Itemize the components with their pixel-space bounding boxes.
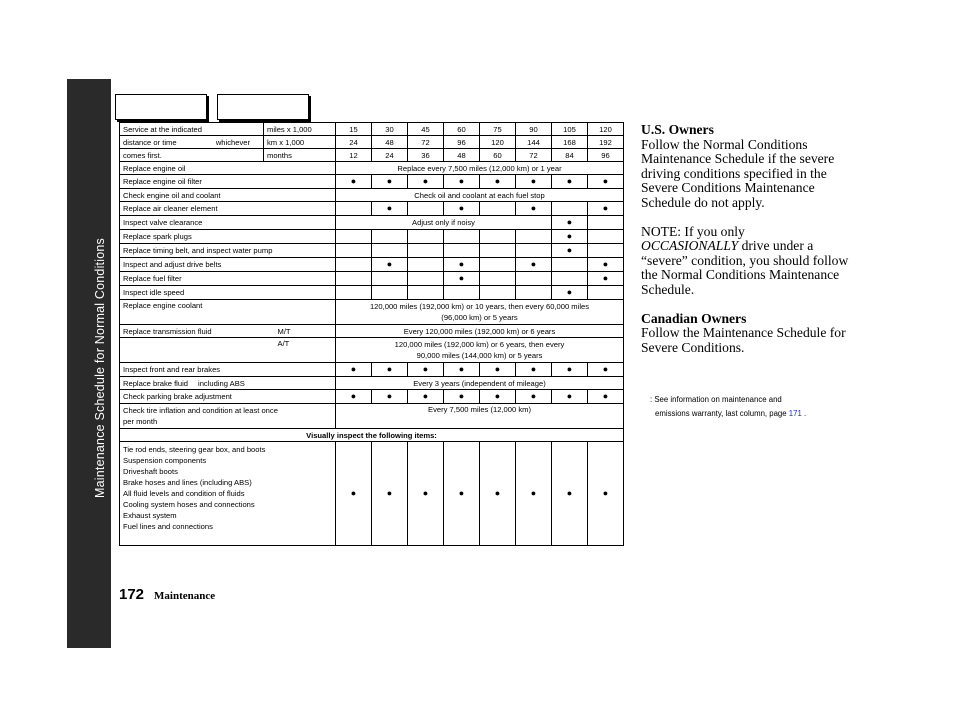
km-cell: 24: [336, 136, 372, 149]
tire-label-line-1: Check tire inflation and condition at least once: [123, 406, 278, 416]
service-label-line-2: [120, 136, 264, 149]
header-row-km: [120, 136, 624, 149]
visual-item: Suspension components: [123, 456, 207, 466]
us-owners-body: Follow the Normal Conditions Maintenance Schedule if the severe driving conditions specified in the Severe Conditions Maintenance Schedule do not apply.: [641, 136, 835, 210]
empty-cell: [408, 272, 444, 286]
service-dot: ●: [552, 390, 588, 404]
footnote-line-2: [650, 407, 850, 421]
service-dot: ●: [516, 390, 552, 404]
empty-cell: [372, 230, 408, 244]
note-rest: drive under a “severe” condition, you should follow the Normal Conditions Maintenance Schedule.: [641, 238, 849, 297]
us-owners-heading: U.S. Owners: [641, 122, 714, 137]
canadian-owners-body: Follow the Maintenance Schedule for Severe Conditions.: [641, 325, 846, 355]
empty-cell: [480, 202, 516, 216]
empty-cell: [408, 258, 444, 272]
empty-cell: [408, 286, 444, 300]
visual-item: Exhaust system: [123, 511, 177, 521]
at-line-2: 90,000 miles (144,000 km) or 5 years: [416, 351, 543, 361]
unit-km: km x 1,000: [264, 136, 336, 149]
months-cell: 24: [372, 149, 408, 162]
miles-cell: 120: [588, 123, 624, 136]
service-dot: ●: [480, 442, 516, 546]
service-dot: ●: [588, 202, 624, 216]
months-cell: 60: [480, 149, 516, 162]
empty-cell: [588, 244, 624, 258]
at-line-1: 120,000 miles (192,000 km) or 6 years, then every: [394, 340, 565, 350]
service-dot: ●: [444, 258, 480, 272]
km-cell: 72: [408, 136, 444, 149]
service-label-line-1: Service at the indicated: [120, 123, 264, 136]
owner-notes: [641, 123, 851, 355]
service-dot: ●: [480, 363, 516, 377]
service-dot: ●: [552, 230, 588, 244]
km-cell: 168: [552, 136, 588, 149]
row-engine-oil: [120, 162, 624, 175]
empty-cell: [372, 286, 408, 300]
service-dot: ●: [444, 442, 480, 546]
note-prefix: NOTE: If you only: [641, 223, 745, 239]
coolant-line-1: 120,000 miles (192,000 km) or 10 years, then every 60,000 miles: [369, 302, 590, 312]
row-transmission-at: [120, 338, 624, 363]
empty-cell: [516, 272, 552, 286]
empty-cell: [336, 230, 372, 244]
visual-item: Cooling system hoses and connections: [123, 500, 255, 510]
row-coolant: [120, 300, 624, 325]
service-dot: ●: [588, 175, 624, 189]
row-drive-belts: [120, 258, 624, 272]
header-tab-box-right: [217, 94, 309, 120]
footnote-line-1: : See information on maintenance and: [650, 395, 782, 404]
row-span-text: Adjust only if noisy: [336, 216, 552, 230]
brake-fluid-label: Replace brake fluid: [123, 378, 189, 388]
row-timing: [120, 244, 624, 258]
row-span-text: Every 120,000 miles (192,000 km) or 6 years: [336, 325, 624, 338]
service-dot: ●: [372, 258, 408, 272]
service-dot: ●: [336, 363, 372, 377]
service-dot: ●: [408, 390, 444, 404]
empty-cell: [552, 272, 588, 286]
maintenance-schedule-table: [119, 122, 624, 546]
empty-cell: [516, 230, 552, 244]
service-dot: ●: [516, 175, 552, 189]
miles-cell: 60: [444, 123, 480, 136]
row-sublabel-mt: M/T: [264, 325, 336, 338]
unit-months: months: [264, 149, 336, 162]
row-span-text: Check oil and coolant at each fuel stop: [336, 189, 624, 202]
row-brakes: [120, 363, 624, 377]
km-cell: 96: [444, 136, 480, 149]
service-dot: ●: [444, 363, 480, 377]
service-dot: ●: [444, 390, 480, 404]
header-row-miles: [120, 123, 624, 136]
row-tire: [120, 404, 624, 429]
footnote-text: emissions warranty, last column, page: [655, 409, 787, 418]
miles-cell: 15: [336, 123, 372, 136]
row-label: Inspect front and rear brakes: [120, 363, 336, 377]
empty-cell: [588, 230, 624, 244]
service-dot: ●: [552, 216, 588, 230]
header-tab-box-left: [115, 94, 207, 120]
miles-cell: 45: [408, 123, 444, 136]
row-label: Replace engine coolant: [120, 300, 336, 325]
service-dot: ●: [444, 272, 480, 286]
months-cell: 84: [552, 149, 588, 162]
unit-miles: miles x 1,000: [264, 123, 336, 136]
service-dot: ●: [516, 258, 552, 272]
service-dot: ●: [372, 390, 408, 404]
service-dot: ●: [588, 258, 624, 272]
row-visual-header: [120, 429, 624, 442]
tire-label-line-2: per month: [123, 417, 158, 427]
page-number: 172: [119, 586, 145, 603]
service-dot: ●: [408, 175, 444, 189]
empty-cell: [444, 286, 480, 300]
coolant-line-2: (96,000 km) or 5 years: [441, 313, 518, 323]
empty-cell: [336, 258, 372, 272]
empty-cell: [408, 202, 444, 216]
empty-cell: [336, 202, 372, 216]
empty-cell: [480, 230, 516, 244]
row-brake-fluid: [120, 377, 624, 390]
visual-inspect-header: Visually inspect the following items:: [120, 429, 624, 442]
empty-cell: [444, 244, 480, 258]
miles-cell: 30: [372, 123, 408, 136]
empty-cell: [480, 286, 516, 300]
service-dot: ●: [408, 442, 444, 546]
service-dot: ●: [516, 363, 552, 377]
row-label: Inspect idle speed: [120, 286, 336, 300]
warranty-footnote: [650, 393, 850, 421]
months-cell: 96: [588, 149, 624, 162]
months-cell: 36: [408, 149, 444, 162]
empty-cell: [372, 244, 408, 258]
row-span-text: [336, 338, 624, 363]
section-name: Maintenance: [154, 590, 216, 602]
canadian-owners-heading: Canadian Owners: [641, 310, 747, 326]
service-dot: ●: [336, 390, 372, 404]
sidebar-title: Maintenance Schedule for Normal Conditions: [93, 238, 107, 498]
service-dot: ●: [516, 442, 552, 546]
empty-cell: [552, 202, 588, 216]
service-dot: ●: [372, 175, 408, 189]
row-label: Replace spark plugs: [120, 230, 336, 244]
service-dot: ●: [588, 442, 624, 546]
service-dot: ●: [480, 390, 516, 404]
visual-item: Fuel lines and connections: [123, 522, 213, 532]
service-dot: ●: [588, 363, 624, 377]
empty-cell: [516, 244, 552, 258]
row-label: Replace timing belt, and inspect water pump: [120, 244, 336, 258]
service-dot: ●: [336, 442, 372, 546]
footnote-end: .: [801, 409, 807, 418]
brake-fluid-sublabel: including ABS: [198, 378, 245, 388]
empty-cell: [336, 244, 372, 258]
empty-cell: [408, 244, 444, 258]
empty-cell: [516, 286, 552, 300]
visual-item: All fluid levels and condition of fluids: [123, 489, 245, 499]
row-parking-brake: [120, 390, 624, 404]
row-span-text: Every 7,500 miles (12,000 km): [336, 404, 624, 429]
note-emphasis: OCCASIONALLY: [641, 238, 739, 254]
visual-item: Driveshaft boots: [123, 467, 178, 477]
service-label-line-3: comes first.: [120, 149, 264, 162]
row-check-oil: [120, 189, 624, 202]
km-cell: 144: [516, 136, 552, 149]
service-dot: ●: [552, 175, 588, 189]
empty-cell: [336, 286, 372, 300]
service-label-distance: distance or time: [123, 137, 177, 147]
note-paragraph: [641, 225, 851, 298]
row-span-text: [336, 300, 624, 325]
row-sublabel-at: A/T: [264, 338, 336, 363]
empty-cell: [552, 258, 588, 272]
km-cell: 48: [372, 136, 408, 149]
row-label: Check engine oil and coolant: [120, 189, 336, 202]
visual-item: Brake hoses and lines (including ABS): [123, 478, 252, 488]
empty-cell: [480, 258, 516, 272]
months-cell: 12: [336, 149, 372, 162]
empty-cell: [336, 272, 372, 286]
service-dot: ●: [372, 202, 408, 216]
service-dot: ●: [444, 202, 480, 216]
service-dot: ●: [480, 175, 516, 189]
service-dot: ●: [336, 175, 372, 189]
empty-cell: [588, 216, 624, 230]
row-valve: [120, 216, 624, 230]
row-fuel-filter: [120, 272, 624, 286]
row-label: Check parking brake adjustment: [120, 390, 336, 404]
visual-items-list: [120, 442, 336, 546]
empty-cell: [372, 272, 408, 286]
km-cell: 120: [480, 136, 516, 149]
row-air-cleaner: [120, 202, 624, 216]
row-label: Replace transmission fluid: [120, 325, 264, 338]
row-transmission-mt: [120, 325, 624, 338]
row-label: Inspect and adjust drive belts: [120, 258, 336, 272]
service-dot: ●: [372, 442, 408, 546]
row-label: Inspect valve clearance: [120, 216, 336, 230]
visual-item: Tie rod ends, steering gear box, and boots: [123, 445, 266, 455]
row-label: Replace air cleaner element: [120, 202, 336, 216]
row-spark: [120, 230, 624, 244]
row-visual-items: [120, 442, 624, 546]
row-span-text: Every 3 years (independent of mileage): [336, 377, 624, 390]
row-label: [120, 377, 336, 390]
row-label: Replace engine oil filter: [120, 175, 336, 189]
page-footer: [119, 586, 215, 603]
row-label: Replace fuel filter: [120, 272, 336, 286]
service-dot: ●: [552, 244, 588, 258]
empty-cell: [480, 272, 516, 286]
service-dot: ●: [552, 363, 588, 377]
service-dot: ●: [444, 175, 480, 189]
months-cell: 48: [444, 149, 480, 162]
service-label-whichever: whichever: [215, 137, 250, 147]
miles-cell: 105: [552, 123, 588, 136]
row-idle: [120, 286, 624, 300]
row-label: Replace engine oil: [120, 162, 336, 175]
service-dot: ●: [408, 363, 444, 377]
row-oil-filter: [120, 175, 624, 189]
service-dot: ●: [588, 390, 624, 404]
service-dot: ●: [372, 363, 408, 377]
miles-cell: 90: [516, 123, 552, 136]
row-label: [120, 404, 336, 429]
header-row-months: [120, 149, 624, 162]
empty-cell: [408, 230, 444, 244]
miles-cell: 75: [480, 123, 516, 136]
row-span-text: Replace every 7,500 miles (12,000 km) or 1 year: [336, 162, 624, 175]
empty-cell: [444, 230, 480, 244]
service-dot: ●: [552, 286, 588, 300]
row-label-empty: [120, 338, 264, 363]
months-cell: 72: [516, 149, 552, 162]
page-reference-link[interactable]: 171: [788, 409, 802, 418]
service-dot: ●: [588, 272, 624, 286]
service-dot: ●: [552, 442, 588, 546]
empty-cell: [588, 286, 624, 300]
empty-cell: [480, 244, 516, 258]
km-cell: 192: [588, 136, 624, 149]
service-dot: ●: [516, 202, 552, 216]
